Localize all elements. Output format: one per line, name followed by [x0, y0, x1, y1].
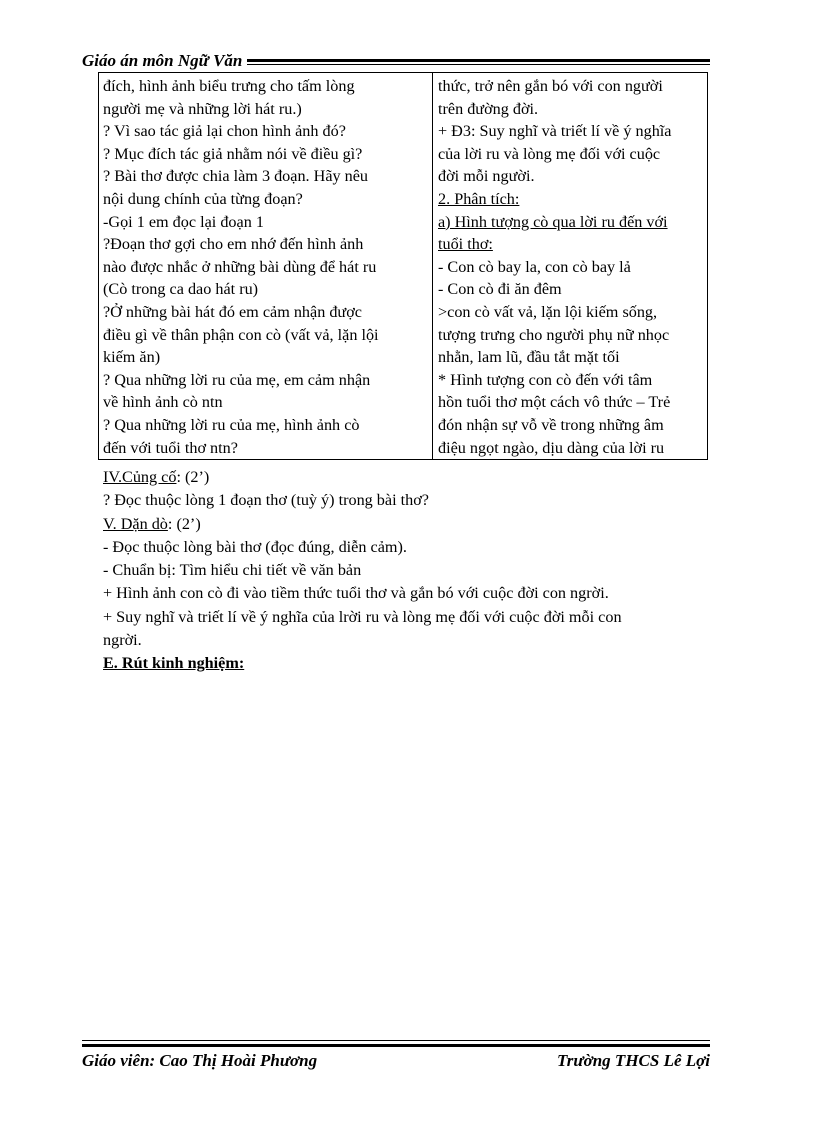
- homework-item: ngrời.: [103, 631, 142, 650]
- experience-heading: E. Rút kinh nghiệm:: [103, 654, 245, 673]
- footer-school: Trường THCS Lê Lợi: [557, 1051, 710, 1070]
- left-line: đến với tuổi thơ ntn?: [103, 438, 238, 457]
- homework-item: + Hình ảnh con cò đi vào tiềm thức tuổi thơ và gắn bó với cuộc đời con ngrời.: [103, 584, 609, 603]
- right-line: - Con cò đi ăn đêm: [438, 280, 562, 299]
- left-line: ? Qua những lời ru của mẹ, hình ảnh cò: [103, 415, 360, 434]
- left-line: kiếm ăn): [103, 348, 161, 367]
- footer-teacher: Giáo viên: Cao Thị Hoài Phương: [82, 1051, 318, 1070]
- homework-time: : (2’): [167, 514, 201, 533]
- consolidation-line: [103, 466, 713, 489]
- consolidation-time: : (2’): [176, 468, 210, 486]
- left-line: ?Đoạn thơ gợi cho em nhớ đến hình ảnh: [103, 235, 364, 254]
- homework-line: [103, 513, 713, 536]
- right-line: - Con cò bay la, con cò bay lả: [438, 257, 631, 276]
- right-line: thức, trở nên gắn bó với con người: [438, 77, 663, 95]
- table-left-column: [99, 73, 433, 459]
- right-line: nhằn, lam lũ, đầu tắt mặt tối: [438, 348, 620, 367]
- page-header: [82, 50, 710, 72]
- left-line: người mẹ và những lời hát ru.): [103, 99, 302, 118]
- lesson-table: [98, 72, 708, 460]
- left-line: đích, hình ảnh biểu trưng cho tấm lòng: [103, 77, 355, 95]
- right-line: * Hình tượng con cò đến với tâm: [438, 370, 653, 389]
- left-line: nội dung chính của từng đoạn?: [103, 189, 303, 208]
- left-line: -Gọi 1 em đọc lại đoạn 1: [103, 212, 264, 231]
- right-line: >con cò vất vả, lặn lội kiếm sống,: [438, 302, 658, 321]
- left-line: (Cò trong ca dao hát ru): [103, 280, 259, 299]
- right-line: đón nhận sự vỗ về trong những âm: [438, 415, 664, 434]
- subsection-heading-cont: tuổi thơ:: [438, 235, 493, 254]
- homework-item: - Đọc thuộc lòng bài thơ (đọc đúng, diễn cảm).: [103, 537, 407, 556]
- table-right-column: [433, 73, 707, 459]
- homework-heading: V. Dặn dò: [103, 514, 168, 533]
- left-line: ? Mục đích tác giả nhằm nói về điều gì?: [103, 144, 363, 163]
- left-line: ?Ở những bài hát đó em cảm nhận được: [103, 302, 362, 321]
- homework-item: - Chuẩn bị: Tìm hiểu chi tiết về văn bản: [103, 561, 362, 580]
- right-line: hồn tuổi thơ một cách vô thức – Trẻ: [438, 393, 671, 412]
- header-title: Giáo án môn Ngữ Văn: [82, 51, 243, 70]
- homework-item: + Suy nghĩ và triết lí về ý nghĩa của lrời ru và lòng mẹ đối với cuộc đời mỗi con: [103, 607, 622, 626]
- left-line: ? Bài thơ được chia làm 3 đoạn. Hãy nêu: [103, 167, 369, 186]
- analysis-heading: 2. Phân tích:: [438, 189, 520, 208]
- left-line: ? Vì sao tác giả lại chon hình ảnh đó?: [103, 122, 346, 141]
- left-line: ? Qua những lời ru của mẹ, em cảm nhận: [103, 370, 371, 389]
- right-line: + Đ3: Suy nghĩ và triết lí về ý nghĩa: [438, 122, 672, 141]
- right-line: tượng trưng cho người phụ nữ nhọc: [438, 325, 670, 344]
- consolidation-heading: IV.Củng cố: [103, 468, 177, 486]
- page-footer: [82, 1040, 710, 1080]
- right-line: đời mỗi người.: [438, 167, 535, 186]
- left-line: điều gì về thân phận con cò (vất vả, lặn lội: [103, 325, 379, 344]
- right-line: trên đường đời.: [438, 99, 539, 118]
- consolidation-task: ? Đọc thuộc lòng 1 đoạn thơ (tuỳ ý) trong bài thơ?: [103, 491, 429, 510]
- right-line: của lời ru và lòng mẹ đối với cuộc: [438, 144, 661, 163]
- header-rule: [247, 59, 710, 65]
- left-line: nào được nhắc ở những bài dùng để hát ru: [103, 257, 377, 276]
- left-line: về hình ảnh cò ntn: [103, 393, 223, 412]
- subsection-heading: a) Hình tượng cò qua lời ru đến với: [438, 212, 668, 231]
- after-table-section: [103, 466, 713, 676]
- right-line: điệu ngọt ngào, dịu dàng của lời ru: [438, 438, 665, 457]
- footer-rule: [82, 1040, 710, 1047]
